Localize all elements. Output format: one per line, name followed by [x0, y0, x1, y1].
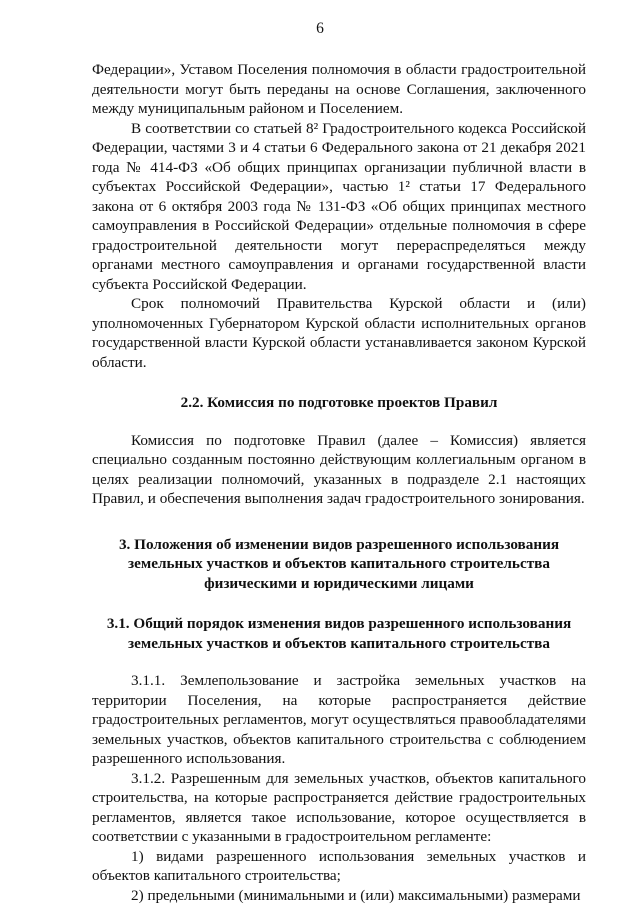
- paragraph: Срок полномочий Правительства Курской области и (или) уполномоченных Губернатором Курской области исполнительных органов государственной власти Курской области устанавливается законом Курской области.: [92, 295, 586, 371]
- list-item: 1) видами разрешенного использования земельных участков и объектов капитального строительства;: [92, 847, 586, 884]
- paragraph: 3.1.1. Землепользование и застройка земельных участков на территории Поселения, на которые распространяется действие градостроительных регламентов, могут осуществляться правообладателями земельных участков, объектов капитального строительства с соблюдением разрешенного использования.: [92, 672, 586, 767]
- page-number: 6: [316, 20, 324, 37]
- section-heading-2-2: 2.2. Комиссия по подготовке проектов Правил: [180, 394, 498, 411]
- paragraph: Комиссия по подготовке Правил (далее – Комиссия) является специально созданным постоянно действующим коллегиальным органом в целях реализации полномочий, указанных в подразделе 2.1 настоящих Правил, и обеспечения выполнения задач градостроительного зонирования.: [92, 431, 586, 507]
- section-heading-3: 3. Положения об изменении видов разрешенного использования земельных участков и объектов капитального строительства физическими и юридическими лицами: [118, 535, 560, 592]
- paragraph: 3.1.2. Разрешенным для земельных участков, объектов капитального строительства, на которые распространяется действие градостроительных регламентов, является такое использование, которое осуществляется в соответствии с указанными в градостроительном регламенте:: [92, 769, 586, 845]
- document-body: [92, 60, 586, 905]
- paragraph: В соответствии со статьей 8² Градостроительного кодекса Российской Федерации, частями 3 и 4 статьи 6 Федерального закона от 21 декабря 2021 года № 414-ФЗ «Об общих принципах организации публичной власти в субъектах Российской Федерации», частью 1² статьи 17 Федерального закона от 6 октября 2003 года № 131-ФЗ «Об общих принципах местного самоуправления в Российской Федерации» отдельные полномочия в сфере градостроительной деятельности могут перераспределяться между органами местного самоуправления и органами государственной власти субъекта Российской Федерации.: [92, 119, 586, 293]
- paragraph: Федерации», Уставом Поселения полномочия в области градостроительной деятельности могут быть переданы на основе Соглашения, заключенного между муниципальным районом и Поселением.: [92, 61, 586, 117]
- section-heading-3-1: 3.1. Общий порядок изменения видов разрешенного использования земельных участков и объектов капитального строительства: [106, 615, 572, 652]
- list-item: 2) предельными (минимальными и (или) максимальными) размерами: [131, 886, 581, 904]
